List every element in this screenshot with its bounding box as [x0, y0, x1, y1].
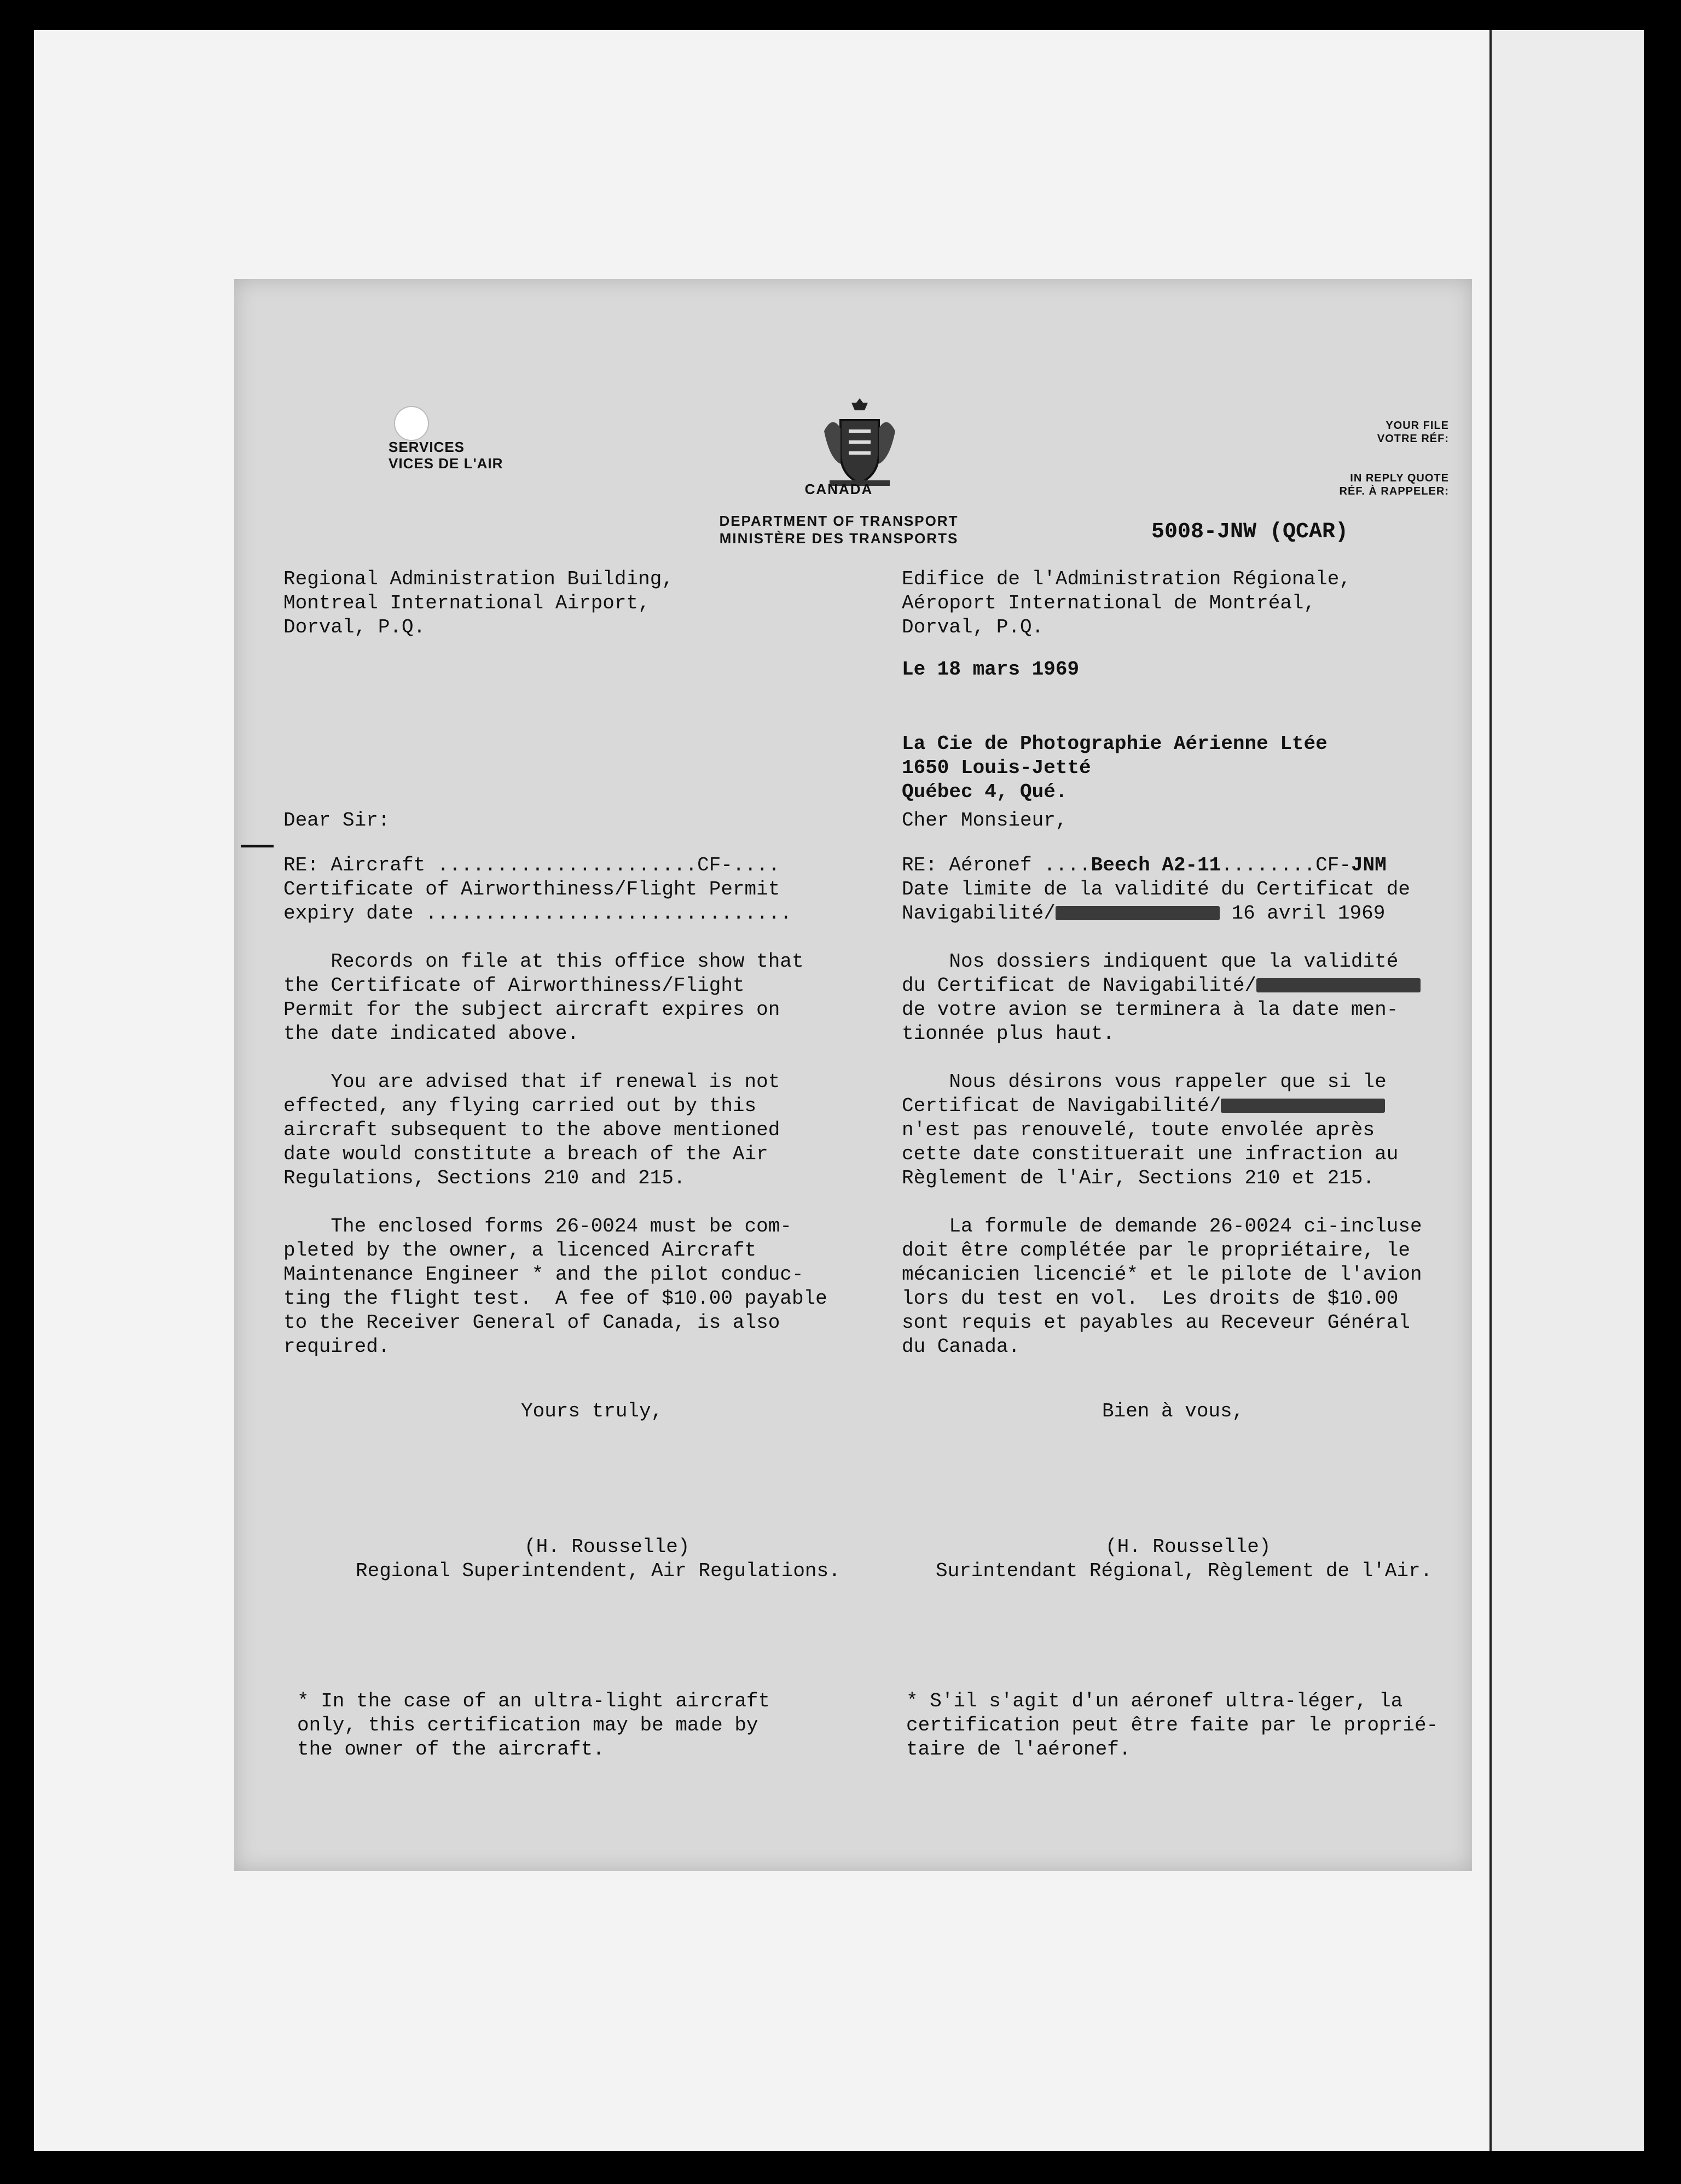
recipient-line-2: 1650 Louis-Jetté: [902, 757, 1091, 779]
right-para2-line-1: Nous désirons vous rappeler que si le: [902, 1071, 1387, 1093]
right-para2-line-2-text: Certificat de Navigabilité/: [902, 1095, 1221, 1117]
footnote-french-line-2: certification peut être faite par le proprié-: [906, 1714, 1439, 1736]
left-para2-line-4: date would constitute a breach of the Air: [283, 1143, 768, 1165]
footnote-english-line-1: * In the case of an ultra-light aircraft: [297, 1690, 770, 1712]
left-address-line-2: Montreal International Airport,: [283, 592, 650, 614]
aircraft-model: Beech A2-11: [1091, 854, 1221, 876]
footnote-french-line-3: taire de l'aéronef.: [906, 1738, 1131, 1761]
left-address-line-3: Dorval, P.Q.: [283, 616, 426, 638]
signer-title-french: Surintendant Régional, Règlement de l'Air.: [936, 1560, 1433, 1582]
footnote-english-line-2: only, this certification may be made by: [297, 1714, 758, 1736]
left-para2-line-5: Regulations, Sections 210 and 215.: [283, 1167, 686, 1189]
recipient-line-1: La Cie de Photographie Aérienne Ltée: [902, 733, 1328, 755]
left-para3-line-2: pleted by the owner, a licenced Aircraft: [283, 1239, 757, 1262]
left-para3-line-6: required.: [283, 1335, 390, 1358]
letter-document: [234, 279, 1472, 1871]
left-para2-line-3: aircraft subsequent to the above mentioned: [283, 1119, 780, 1141]
in-reply-label: IN REPLY QUOTE: [1350, 472, 1449, 484]
left-para3-line-4: ting the flight test. A fee of $10.00 payable: [283, 1287, 827, 1310]
right-para1-line-1: Nos dossiers indiquent que la validité: [902, 950, 1399, 973]
left-re-line-2: Certificate of Airworthiness/Flight Permit: [283, 878, 780, 901]
right-para1-line-3: de votre avion se terminera à la date men-: [902, 998, 1399, 1021]
footnote-english-line-3: the owner of the aircraft.: [297, 1738, 605, 1761]
right-re-line-1: [902, 853, 1387, 878]
letter-date: Le 18 mars 1969: [902, 658, 1080, 681]
services-line2: VICES DE L'AIR: [389, 455, 503, 472]
left-re-line-1: RE: Aircraft ......................CF-....: [283, 854, 780, 876]
signer-title-english: Regional Superintendent, Air Regulations.: [356, 1560, 840, 1582]
margin-mark: [241, 845, 274, 847]
left-para1-line-1: Records on file at this office show that: [283, 950, 804, 973]
right-para2-line-3: n'est pas renouvelé, toute envolée après: [902, 1119, 1375, 1141]
closing-french: Bien à vous,: [1102, 1400, 1244, 1422]
canada-crest-icon: [798, 388, 880, 481]
right-address-line-2: Aéroport International de Montréal,: [902, 592, 1316, 614]
right-para1-line-4: tionnée plus haut.: [902, 1023, 1115, 1045]
your-file-label: YOUR FILE: [1386, 420, 1449, 432]
crest-label: CANADA: [804, 481, 873, 497]
department-english: DEPARTMENT OF TRANSPORT: [719, 513, 959, 529]
punch-hole: [394, 406, 429, 441]
redaction-bar: [1056, 906, 1220, 920]
left-re-line-3: expiry date ...............................: [283, 902, 792, 925]
footnote-french-line-1: * S'il s'agit d'un aéronef ultra-léger, la: [906, 1690, 1403, 1712]
navigabilite-label: Navigabilité/: [902, 902, 1056, 925]
left-para3-line-5: to the Receiver General of Canada, is also: [283, 1311, 780, 1334]
signer-french: (H. Rousselle): [1105, 1536, 1271, 1558]
left-para3-line-3: Maintenance Engineer * and the pilot conduc-: [283, 1263, 804, 1286]
right-para3-line-5: sont requis et payables au Receveur Général: [902, 1311, 1410, 1334]
left-para2-line-2: effected, any flying carried out by this: [283, 1095, 757, 1117]
aircraft-registration: JNM: [1350, 854, 1387, 876]
services-line1: SERVICES: [389, 439, 465, 455]
right-para3-line-4: lors du test en vol. Les droits de $10.00: [902, 1287, 1399, 1310]
right-para3-line-3: mécanicien licencié* et le pilote de l'avion: [902, 1263, 1422, 1286]
right-para2-line-5: Règlement de l'Air, Sections 210 et 215.: [902, 1167, 1375, 1189]
reference-number: 5008-JNW (QCAR): [1151, 520, 1349, 544]
right-para3-line-2: doit être complétée par le propriétaire, le: [902, 1239, 1410, 1262]
right-para3-line-1: La formule de demande 26-0024 ci-incluse: [902, 1215, 1422, 1238]
redaction-bar: [1256, 978, 1421, 992]
right-re-line-2: Date limite de la validité du Certificat de: [902, 878, 1410, 901]
department-french: MINISTÈRE DES TRANSPORTS: [719, 530, 959, 547]
votre-ref-label: VOTRE RÉF:: [1377, 433, 1449, 445]
re-aeronef-label: RE: Aéronef ....: [902, 854, 1091, 876]
redaction-bar: [1221, 1099, 1385, 1113]
signer-english: (H. Rousselle): [524, 1536, 690, 1558]
right-para2-line-4: cette date constituerait une infraction au: [902, 1143, 1399, 1165]
salutation-french: Cher Monsieur,: [902, 809, 1068, 832]
right-para3-line-6: du Canada.: [902, 1335, 1021, 1358]
expiry-date: 16 avril 1969: [1231, 902, 1386, 925]
left-para1-line-3: Permit for the subject aircraft expires on: [283, 998, 780, 1021]
right-address-line-3: Dorval, P.Q.: [902, 616, 1044, 638]
ref-rappeler-label: RÉF. À RAPPELER:: [1339, 485, 1449, 497]
right-para2-line-2: [902, 1094, 1385, 1118]
right-address-line-1: Edifice de l'Administration Régionale,: [902, 568, 1351, 590]
left-para1-line-2: the Certificate of Airworthiness/Flight: [283, 974, 745, 997]
right-para1-line-2-text: du Certificat de Navigabilité/: [902, 974, 1257, 997]
right-re-line-3: [902, 902, 1385, 926]
adjacent-page-strip: [1489, 30, 1644, 2151]
left-para3-line-1: The enclosed forms 26-0024 must be com-: [283, 1215, 792, 1238]
right-para1-line-2: [902, 974, 1421, 998]
re-cf-label: ........CF-: [1221, 854, 1351, 876]
left-para1-line-4: the date indicated above.: [283, 1023, 579, 1045]
recipient-line-3: Québec 4, Qué.: [902, 781, 1068, 803]
closing-english: Yours truly,: [521, 1400, 663, 1422]
salutation-english: Dear Sir:: [283, 809, 390, 832]
left-address-line-1: Regional Administration Building,: [283, 568, 674, 590]
left-para2-line-1: You are advised that if renewal is not: [283, 1071, 780, 1093]
